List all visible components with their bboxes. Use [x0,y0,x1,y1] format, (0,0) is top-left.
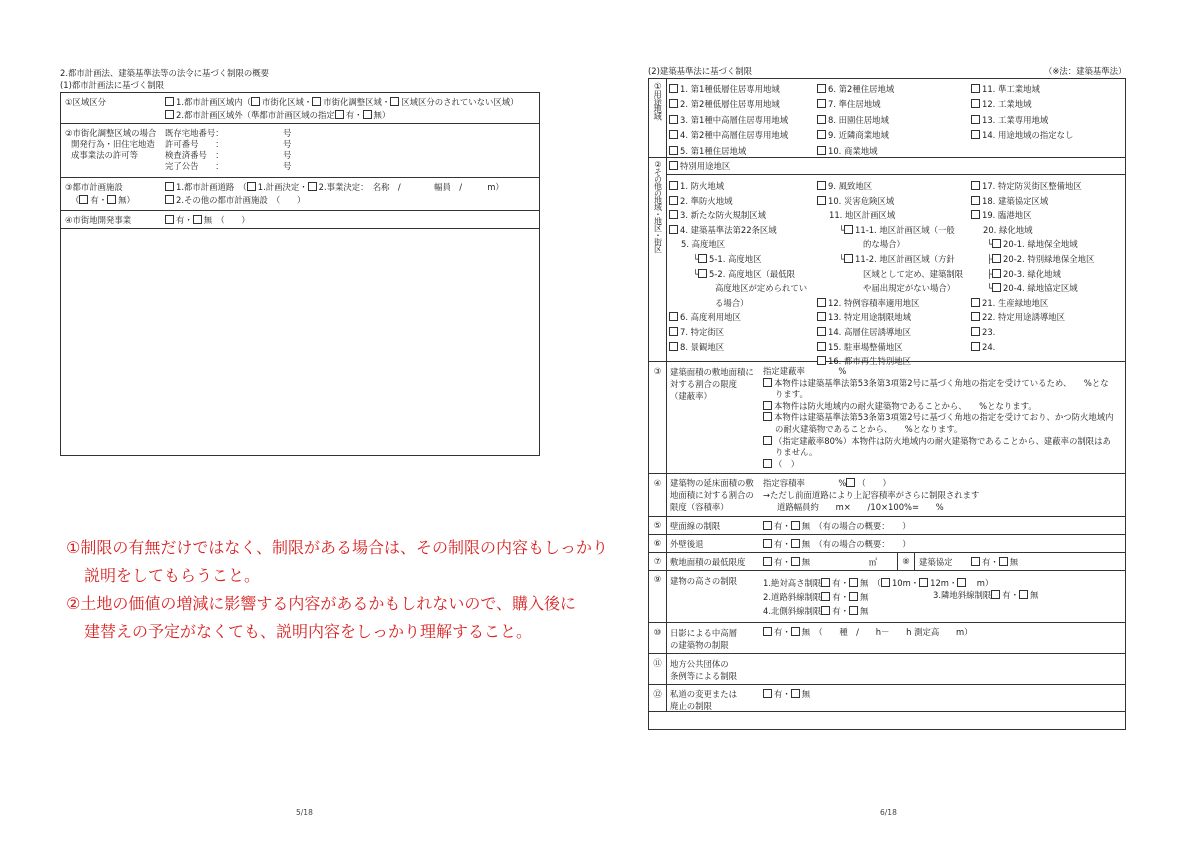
checkbox[interactable] [107,195,116,204]
checkbox[interactable] [817,181,826,190]
checkbox[interactable] [363,110,372,119]
checkbox[interactable] [971,84,980,93]
checkbox[interactable] [669,115,678,124]
urbanization-control-row: ②市街化調整区域の場合 開発行為・旧住宅地造 成事業法の許可等 既存宅地番号： 許可番号 ： 検査済番号 ： 完了公告 ： 号 号 号 号 [61,124,539,178]
checkbox[interactable] [698,254,707,263]
note-line: ①制限の有無だけではなく、制限がある場合は、その制限の内容もしっかり [66,538,609,557]
checkbox[interactable] [817,130,826,139]
checkbox[interactable] [971,130,980,139]
checkbox[interactable] [971,327,980,336]
checkbox[interactable] [669,312,678,321]
checkbox[interactable] [971,210,980,219]
checkbox[interactable] [165,110,174,119]
checkbox[interactable] [763,412,772,421]
checkbox[interactable] [919,578,928,587]
checkbox[interactable] [971,312,980,321]
checkbox[interactable] [849,578,858,587]
checkbox[interactable] [1019,590,1028,599]
checkbox[interactable] [669,196,678,205]
page-number: 6/18 [880,808,897,817]
checkbox[interactable] [791,557,800,566]
checkbox[interactable] [335,110,344,119]
city-planning-table [60,92,540,456]
checkbox[interactable] [821,578,830,587]
checkbox[interactable] [669,84,678,93]
height-limit-row: ⑨ 建物の高さの制限 1.絶対高さ制限 有・ 無 （ 10m・ 12m・ m） 2.道路斜線制限 有・ 無 4.北側斜線制限 有・ 無 3.隣地斜線制限 有・ 無 [649,571,1125,623]
area-division-row: ①区域区分 1.都市計画区域内（ 市街化区域・ 市街化調整区域・ 区域区分のされていない区域） 2.都市計画区域外（準都市計画区域の指定 有・ 無） [61,93,539,124]
page-number: 5/18 [296,808,313,817]
local-ordinance-row: ⑪ 地方公共団体の 条例等による制限 [649,654,1125,685]
checkbox[interactable] [165,195,174,204]
checkbox[interactable] [669,99,678,108]
checkbox[interactable] [79,195,88,204]
checkbox[interactable] [817,327,826,336]
note-line: 建替えの予定がなくても、説明内容をしっかり理解すること。 [84,622,533,641]
checkbox[interactable] [669,327,678,336]
row-label: ①区域区分 [65,97,107,107]
wall-setback-row: ⑥ 外壁後退 有・ 無 （有の場合の概要： ） [649,535,1125,553]
private-road-row: ⑫ 私道の変更または 廃止の制限 有・ 無 [649,685,1125,712]
checkbox[interactable] [817,298,826,307]
wall-line-row: ⑤ 壁面線の制限 有・ 無 （有の場合の概要： ） [649,517,1125,535]
law-note: （※法：建築基準法） [1044,66,1127,76]
checkbox[interactable] [763,401,772,410]
checkbox[interactable] [817,115,826,124]
checkbox[interactable] [817,99,826,108]
checkbox[interactable] [791,627,800,636]
other-districts-row: ②その他の地域・地区・街区 特別用途地区 1. 防火地域 2. 準防火地域 3. 新たな防火規制区域 4. 建築基準法第22条区域 5. 高度地区 └ 5-1. 高度地区 └ 5-2. 高度地区（最低限 高度地区が定められてい る場合） 6. 高度利用地区 7. 特定街区 8. 景観地区 9. 風致地区 10. 災害危険区域 11. 地区計画区域 └ 11-1. 地区計画区域（一般 的な場合） └ 11-2. 地区計画区域（方針 区域として定め、建築制限 や届出規定がない場合） 12. 特例容積率適用地区 13. 特定用途制限地域 14. 高層住居誘導地区 15. 駐車場整備地区 16. 都市再生特別地区 17. 特定防災街区整備地区 18. 建築協定区域 19. 臨港地区 20. 緑化地域 └ 20-1. 緑地保全地域 ├ 20-2. 特別緑地保全地区 ├ 20-3. 緑化地域 └ 20-4. 緑地協定区域 21. 生産緑地地区 22. 特定用途誘導地区 23. 24. [649,158,1125,362]
checkbox[interactable] [669,146,678,155]
checkbox[interactable] [763,689,772,698]
checkbox[interactable] [992,239,1001,248]
checkbox[interactable] [763,521,772,530]
checkbox[interactable] [763,436,772,445]
checkbox[interactable] [165,182,174,191]
coverage-ratio-row: ③ 建築面積の敷地面積に 対する割合の限度 （建蔽率） 指定建蔽率 % 本物件は建築基準法第53条第3項第2号に基づく角地の指定を受けているため、 %とな ります。 本物件は防火地域内の耐火建築物であることから、 %となります。 本物件は建築基準法第53条第3項第2号に基づく角地の指定を受けており、かつ防火地域内 の耐火建築物であることから、 %となります。 （指定建蔽率80%）本物件は防火地域内の耐火建築物であることから、建蔽率の制限はあ りません。 （ ） [649,362,1125,474]
checkbox[interactable] [817,146,826,155]
checkbox[interactable] [992,254,1001,263]
checkbox[interactable] [881,578,890,587]
checkbox[interactable] [390,97,399,106]
checkbox[interactable] [791,521,800,530]
checkbox[interactable] [165,97,174,106]
checkbox[interactable] [763,459,772,468]
checkbox[interactable] [971,99,980,108]
zoning-row: ①用途地域 1. 第1種低層住居専用地域 2. 第2種低層住居専用地域 3. 第1種中高層住居専用地域 4. 第2種中高層住居専用地域 5. 第1種住居地域 6. 第2種住居地域 7. 準住居地域 8. 田園住居地域 9. 近隣商業地域 10. 商業地域 11. 準工業地域 12. 工業地域 13. 工業専用地域 14. 用途地域の指定なし [649,79,1125,158]
urban-development-row: ④市街地開発事業 有・ 無 （ ） [61,211,539,229]
checkbox[interactable] [999,557,1008,566]
checkbox[interactable] [849,592,858,601]
checkbox[interactable] [971,181,980,190]
checkbox[interactable] [971,115,980,124]
note-line: 説明をしてもらうこと。 [84,566,261,585]
checkbox[interactable] [669,342,678,351]
checkbox[interactable] [165,215,174,224]
checkbox[interactable] [791,689,800,698]
checkbox[interactable] [669,161,678,170]
checkbox[interactable] [247,182,256,191]
checkbox[interactable] [669,181,678,190]
checkbox[interactable] [846,478,855,487]
checkbox[interactable] [821,592,830,601]
checkbox[interactable] [193,215,202,224]
checkbox[interactable] [669,130,678,139]
note-line: ②土地の価値の増減に影響する内容があるかもしれないので、購入後に [66,594,577,613]
checkbox[interactable] [817,196,826,205]
checkbox[interactable] [817,342,826,351]
floor-area-ratio-row: ④ 建築物の延床面積の敷 地面積に対する割合の 限度（容積率） 指定容積率 % （ ） →ただし前面道路により上記容積率がさらに制限されます 道路幅員約 m× /10×100%= % [649,474,1125,517]
checkbox[interactable] [763,557,772,566]
checkbox[interactable] [971,557,980,566]
checkbox[interactable] [817,312,826,321]
checkbox[interactable] [763,539,772,548]
checkbox[interactable] [992,269,1001,278]
checkbox[interactable] [971,298,980,307]
checkbox[interactable] [992,283,1001,292]
checkbox[interactable] [669,210,678,219]
section-heading: (2)建築基準法に基づく制限 [648,66,752,76]
checkbox[interactable] [698,269,707,278]
checkbox[interactable] [791,539,800,548]
checkbox[interactable] [957,578,966,587]
checkbox[interactable] [971,196,980,205]
subsection-heading: (1)都市計画法に基づく制限 [60,80,164,90]
checkbox[interactable] [849,606,858,615]
checkbox[interactable] [844,254,853,263]
checkbox[interactable] [251,97,260,106]
building-code-table [648,78,1126,730]
checkbox[interactable] [821,606,830,615]
checkbox[interactable] [763,627,772,636]
checkbox[interactable] [669,225,678,234]
checkbox[interactable] [991,590,1000,599]
checkbox[interactable] [844,225,853,234]
section-heading: 2.都市計画法、建築基準法等の法令に基づく制限の概要 [60,68,269,78]
checkbox[interactable] [312,97,321,106]
min-lot-row: ⑦ 敷地面積の最低限度 有・ 無 ㎡ ⑧ 建築協定 有・ 無 [649,553,1125,571]
checkbox[interactable] [971,342,980,351]
checkbox[interactable] [763,378,772,387]
checkbox[interactable] [817,84,826,93]
checkbox[interactable] [308,182,317,191]
city-facility-row: ③都市計画施設 （ 有・ 無） 1.都市計画道路 （ 1.計画決定・ 2.事業決定： 名称 / 幅員 / m） 2.その他の都市計画施設 （ ） [61,178,539,211]
shadow-limit-row: ⑩ 日影による中高層 の建築物の制限 有・ 無 （ 種 / h－ h 測定高 m） [649,623,1125,654]
